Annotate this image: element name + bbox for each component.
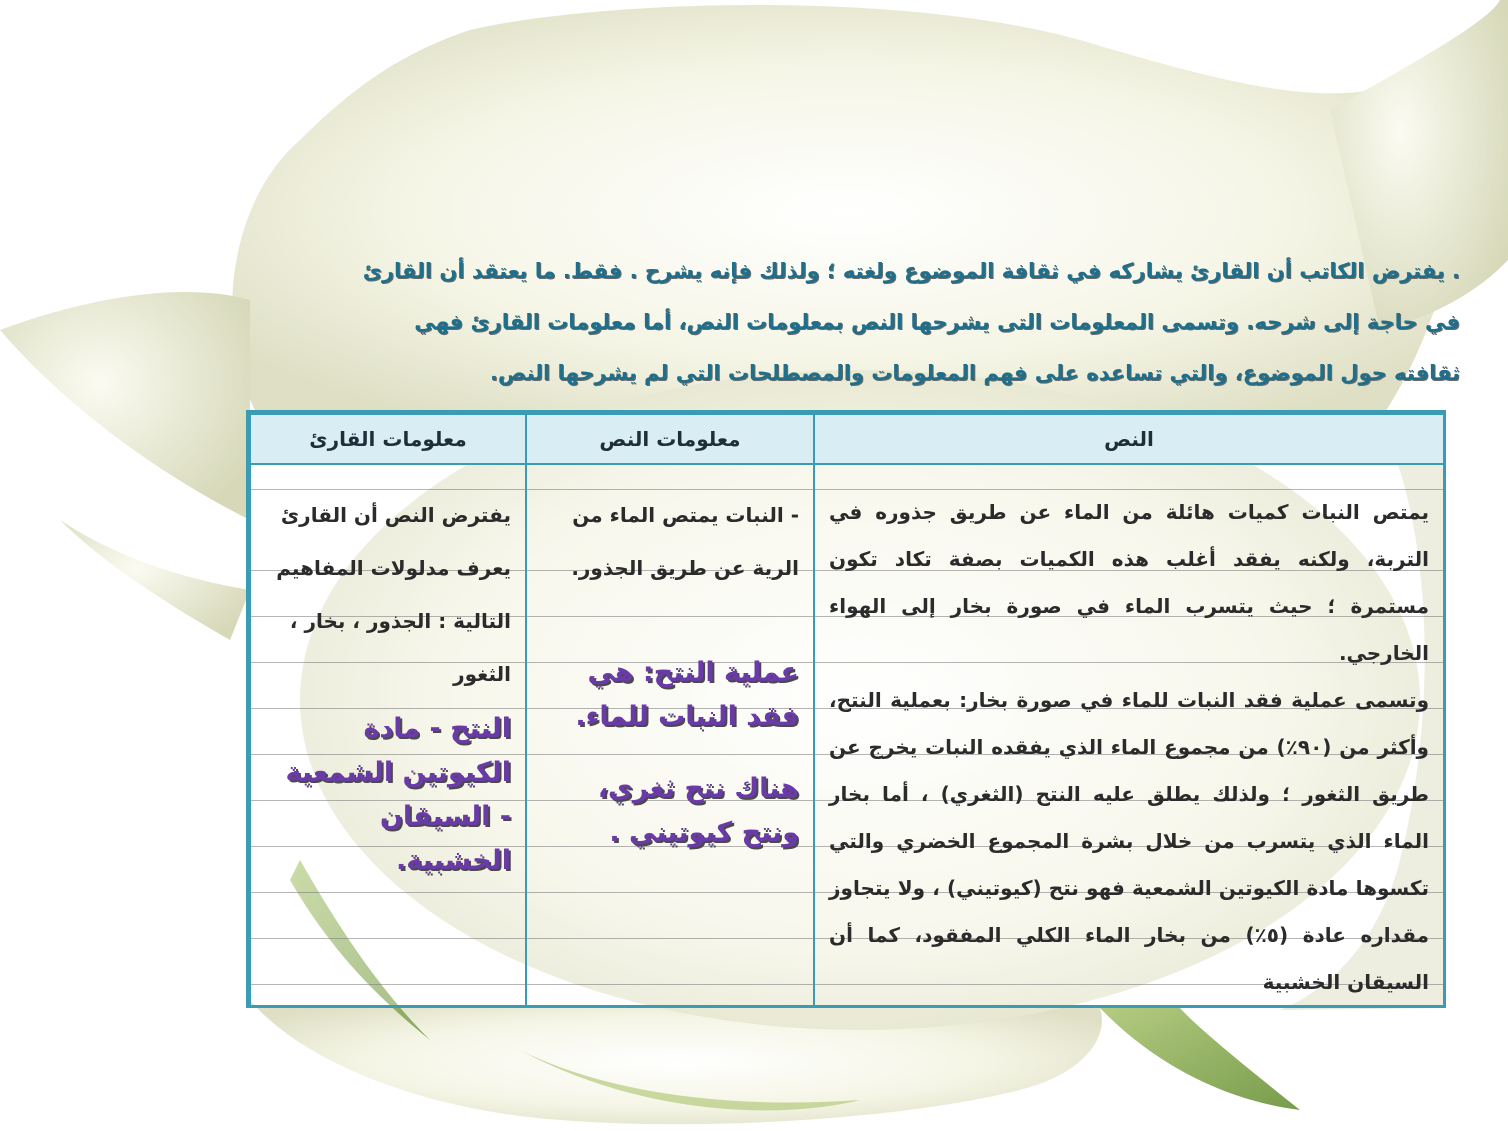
text-info-handwritten-1: عملية النتح: هي فقد النبات للماء. [575, 657, 799, 732]
cell-reader-info [250, 464, 526, 1007]
intro-paragraph [250, 246, 1460, 399]
table-row [250, 464, 1444, 1007]
reader-info-handwritten: النتح - مادة الكيوتين الشمعية - السيقان الخشبية. [285, 713, 511, 876]
text-paragraph-1: يمتص النبات كميات هائلة من الماء عن طريق جذوره في التربة، ولكنه يفقد أغلب هذه الكميات بصفة تكاد تكون مستمرة ؛ حيث يتسرب الماء في صورة بخار إلى الهواء الخارجي. [829, 500, 1429, 665]
header-reader-info: معلومات القارئ [250, 414, 526, 464]
header-text-info: معلومات النص [526, 414, 814, 464]
analysis-grid [249, 413, 1445, 1008]
intro-line-1: . يفترض الكاتب أن القارئ يشاركه في ثقافة الموضوع ولغته ؛ ولذلك فإنه يشرح . فقط. ما يعتقد أن القارئ [362, 259, 1460, 283]
text-info-handwritten-2: هناك نتح ثغري، ونتح كيوتيني . [597, 773, 799, 848]
text-analysis-table [246, 410, 1446, 1008]
reader-info-written: يفترض النص أن القارئ يعرف مدلولات المفاهيم التالية : الجذور ، بخار ، الثغور [276, 503, 511, 686]
text-paragraph-2: وتسمى عملية فقد النبات للماء في صورة بخار: بعملية النتح، وأكثر من (٩٠٪) من مجموع الماء الذي يفقده النبات يخرج عن طريق الثغور ؛ ولذلك يطلق عليه النتح (الثغري) ، أما بخار الماء الذي يتسرب من خلال بشرة المجموع الخضري والتي تكسوها مادة الكيوتين الشمعية فهو نتح (كيوتيني) ، ولا يتجاوز مقداره عادة (٥٪) من بخار الماء الكلي المفقود، كما أن السيقان الخشبية [829, 688, 1429, 994]
table-header-row [250, 414, 1444, 464]
text-info-written: - النبات يمتص الماء من الرية عن طريق الجذور. [571, 503, 799, 580]
intro-line-3: ثقافته حول الموضوع، والتي تساعده على فهم المعلومات والمصطلحات التي لم يشرحها النص. [489, 361, 1460, 385]
header-text: النص [814, 414, 1444, 464]
cell-text [814, 464, 1444, 1007]
cell-text-info [526, 464, 814, 1007]
intro-line-2: في حاجة إلى شرحه. وتسمى المعلومات التى يشرحها النص بمعلومات النص، أما معلومات القارئ فهي [414, 310, 1460, 334]
